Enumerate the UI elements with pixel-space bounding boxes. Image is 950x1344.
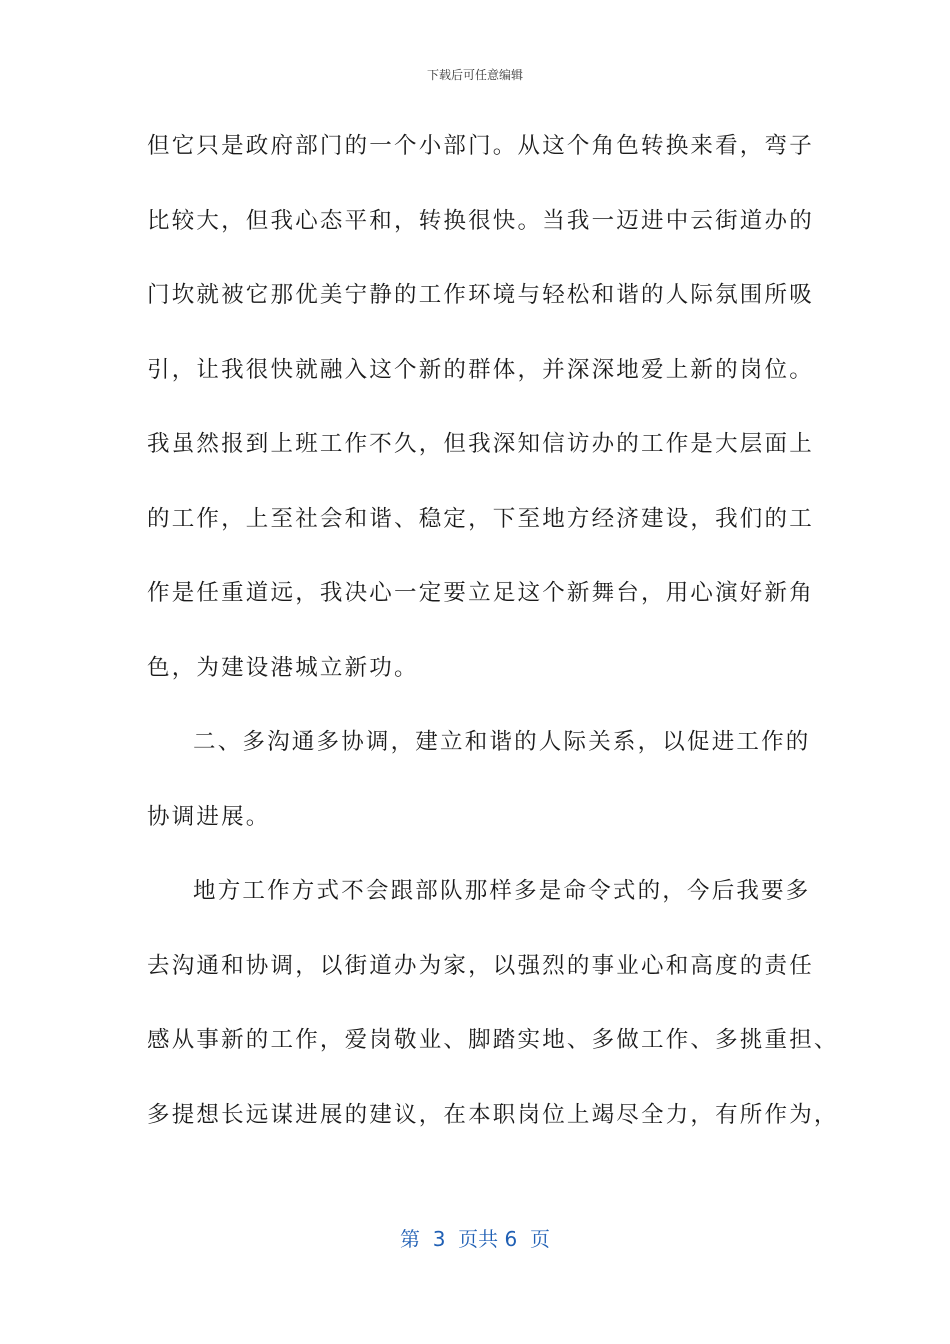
text-line: 但它只是政府部门的一个小部门。从这个角色转换来看，弯子 — [147, 133, 814, 159]
page-header: 下载后可任意编辑 — [426, 68, 523, 82]
text-line: 多提想长远谋进展的建议，在本职岗位上竭尽全力，有所作为， — [147, 1101, 839, 1128]
text-line: 的工作，上至社会和谐、稳定，下至地方经济建设，我们的工 — [147, 505, 814, 532]
document-body — [147, 126, 839, 1169]
text-line: 地方工作方式不会跟部队那样多是命令式的，今后我要多 — [193, 878, 811, 904]
page-number-footer: 第 3 页共 6 页 — [400, 1227, 550, 1251]
text-line: 作是任重道远，我决心一定要立足这个新舞台，用心演好新角 — [147, 580, 814, 606]
text-line: 感从事新的工作，爱岗敬业、脚踏实地、多做工作、多挑重担、 — [147, 1027, 839, 1053]
section-heading-line: 二、多沟通多协调，建立和谐的人际关系，以促进工作的 — [193, 729, 811, 755]
text-line: 引，让我很快就融入这个新的群体，并深深地爱上新的岗位。 — [147, 356, 814, 383]
section-heading-line: 协调进展。 — [147, 803, 271, 830]
text-line: 我虽然报到上班工作不久，但我深知信访办的工作是大层面上 — [147, 431, 814, 457]
text-line: 门坎就被它那优美宁静的工作环境与轻松和谐的人际氛围所吸 — [147, 282, 814, 308]
text-line: 色，为建设港城立新功。 — [147, 654, 419, 681]
text-line: 去沟通和协调，以街道办为家，以强烈的事业心和高度的责任 — [147, 952, 814, 979]
text-line: 比较大，但我心态平和，转换很快。当我一迈进中云街道办的 — [147, 207, 814, 234]
